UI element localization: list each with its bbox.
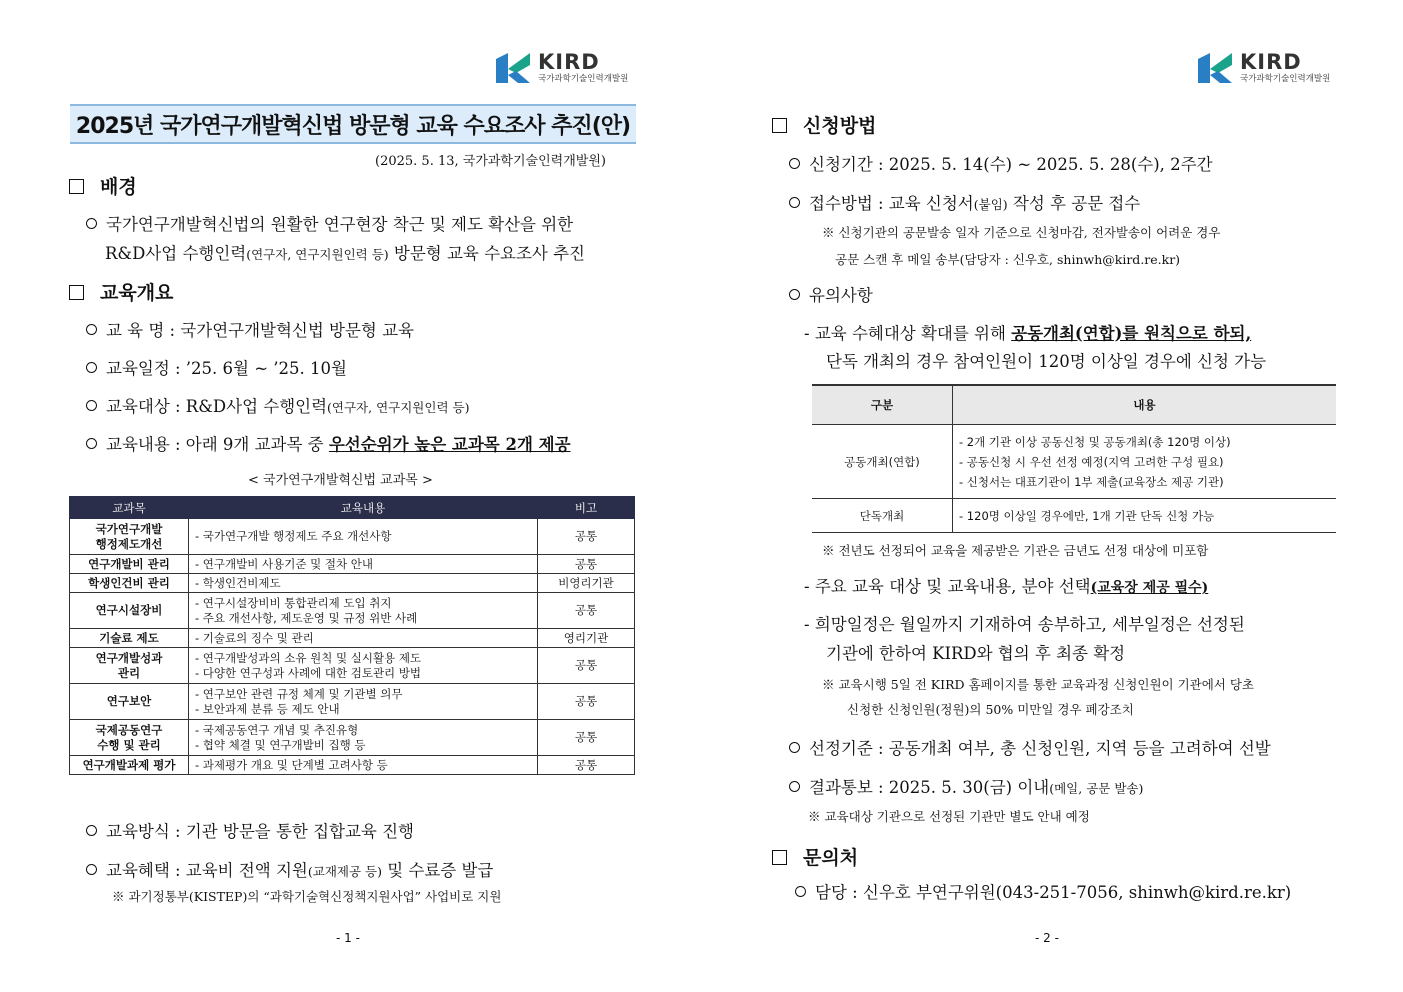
content-cell: - 학생인건비제도 <box>189 574 538 593</box>
overview-content: 교육내용 : 아래 9개 교과목 중 우선순위가 높은 교과목 2개 제공 <box>86 431 571 455</box>
content-cell: - 연구개발성과의 소유 원칙 및 실시활용 제도 - 다양한 연구성과 사례에 대한 검토관리 방법 <box>189 648 538 684</box>
table-header: 구분 <box>812 385 953 425</box>
table-header: 비고 <box>538 497 635 519</box>
content-cell: - 국가연구개발 행정제도 주요 개선사항 <box>189 519 538 555</box>
kird-logo-icon <box>1196 49 1236 87</box>
document-title: 2025년 국가연구개발혁신법 방문형 교육 수요조사 추진(안) <box>75 113 631 139</box>
table-row <box>70 574 635 593</box>
table-row <box>70 629 635 648</box>
note-cell: 공통 <box>538 519 635 555</box>
table-header: 교과목 <box>70 497 189 519</box>
note-cell: 비영리기관 <box>538 574 635 593</box>
hope-note-1: ※ 교육시행 5일 전 KIRD 홈페이지를 통한 교육과정 신청인원이 기관에서 당초 <box>822 677 1254 692</box>
overview-target: 교육대상 : R&D사업 수행인력(연구자, 연구지원인력 등) <box>86 393 469 417</box>
circle-bullet-icon <box>789 158 800 169</box>
subject-cell: 연구보안 <box>70 684 189 720</box>
hope-line-1: - 희망일정은 월일까지 기재하여 송부하고, 세부일정은 선정된 <box>804 615 1245 634</box>
background-line-1: 국가연구개발혁신법의 원활한 연구현장 착근 및 제도 확산을 위한 <box>86 211 573 235</box>
circle-bullet-icon <box>86 362 97 373</box>
row-content: - 2개 기관 이상 공동신청 및 공동개최(총 120명 이상) - 공동신청 시 우선 선정 예정(지역 고려한 구성 필요) - 신청서는 대표기관이 1부 제출(교육장소 제공 기관) <box>953 425 1337 499</box>
content-cell: - 과제평가 개요 및 단계별 고려사항 등 <box>189 756 538 775</box>
note-cell: 공통 <box>538 756 635 775</box>
table-header-row <box>70 497 635 519</box>
contact-line: 담당 : 신우호 부연구위원(043-251-7056, shinwh@kird.re.kr) <box>795 879 1291 903</box>
circle-bullet-icon <box>789 197 800 208</box>
subject-cell: 연구시설장비 <box>70 593 189 629</box>
caution-heading: 유의사항 <box>789 282 873 306</box>
circle-bullet-icon <box>795 886 806 897</box>
kird-logo-icon <box>494 49 534 87</box>
subject-cell: 국제공동연구 수행 및 관리 <box>70 720 189 756</box>
circle-bullet-icon <box>789 289 800 300</box>
hosting-table <box>812 384 1336 533</box>
table-row <box>812 425 1336 499</box>
row-type: 단독개최 <box>812 499 953 533</box>
method-note-2: 공문 스캔 후 메일 송부(담당자 : 신우호, shinwh@kird.re.kr) <box>835 252 1181 267</box>
subject-cell: 연구개발성과 관리 <box>70 648 189 684</box>
benefit-line: 교육혜택 : 교육비 전액 지원(교재제공 등) 및 수료증 발급 <box>86 857 493 881</box>
content-cell: - 기술료의 징수 및 관리 <box>189 629 538 648</box>
document-title-box <box>70 104 636 144</box>
logo-org: 국가과학기술인력개발원 <box>538 74 629 85</box>
table-row <box>70 756 635 775</box>
overview-name: 교 육 명 : 국가연구개발혁신법 방문형 교육 <box>86 317 414 341</box>
hope-line-2: 기관에 한하여 KIRD와 협의 후 최종 확정 <box>826 644 1126 663</box>
section-apply: 신청방법 <box>772 111 876 138</box>
kird-logo <box>494 48 628 88</box>
method-line: 교육방식 : 기관 방문을 통한 집합교육 진행 <box>86 818 414 842</box>
note-cell: 영리기관 <box>538 629 635 648</box>
circle-bullet-icon <box>789 781 800 792</box>
page-number: - 2 - <box>1035 931 1059 945</box>
circle-bullet-icon <box>86 438 97 449</box>
checkbox-icon <box>69 285 84 300</box>
page-number: - 1 - <box>336 931 360 945</box>
content-cell: - 국제공동연구 개념 및 추진유형 - 협약 체결 및 연구개발비 집행 등 <box>189 720 538 756</box>
subject-cell: 기술료 제도 <box>70 629 189 648</box>
page-2 <box>702 0 1403 992</box>
method-note-1: ※ 신청기관의 공문발송 일자 기준으로 신청마감, 전자발송이 어려운 경우 <box>822 225 1221 240</box>
section-background: 배경 <box>69 172 137 199</box>
row-type: 공동개최(연합) <box>812 425 953 499</box>
apply-method: 접수방법 : 교육 신청서(붙임) 작성 후 공문 접수 <box>789 190 1140 214</box>
content-cell: - 연구개발비 사용기준 및 절차 안내 <box>189 555 538 574</box>
checkbox-icon <box>772 850 787 865</box>
circle-bullet-icon <box>789 742 800 753</box>
section-overview: 교육개요 <box>69 278 173 305</box>
caution-line-2: 단독 개최의 경우 참여인원이 120명 이상일 경우에 신청 가능 <box>826 352 1267 371</box>
table-header: 교육내용 <box>189 497 538 519</box>
content-cell: - 연구보안 관련 규정 체계 및 기관별 의무 - 보안과제 분류 등 제도 안내 <box>189 684 538 720</box>
circle-bullet-icon <box>86 218 97 229</box>
table-row <box>70 648 635 684</box>
circle-bullet-icon <box>86 825 97 836</box>
subject-cell: 연구개발비 관리 <box>70 555 189 574</box>
table-note: ※ 전년도 선정되어 교육을 제공받은 기관은 금년도 선정 대상에 미포함 <box>822 543 1209 558</box>
note-cell: 공통 <box>538 684 635 720</box>
overview-schedule: 교육일정 : ’25. 6월 ~ ’25. 10월 <box>86 355 347 379</box>
benefit-note: ※ 과기정통부(KISTEP)의 “과학기술혁신정책지원사업” 사업비로 지원 <box>112 889 502 904</box>
note-cell: 공통 <box>538 555 635 574</box>
logo-org: 국가과학기술인력개발원 <box>1240 74 1331 85</box>
row-content: - 120명 이상일 경우에만, 1개 기관 단독 신청 가능 <box>953 499 1337 533</box>
checkbox-icon <box>772 118 787 133</box>
table-row <box>70 555 635 574</box>
table-row <box>70 519 635 555</box>
note-cell: 공통 <box>538 648 635 684</box>
section-contact: 문의처 <box>772 843 858 870</box>
circle-bullet-icon <box>86 864 97 875</box>
note-cell: 공통 <box>538 720 635 756</box>
caution-line-1: - 교육 수혜대상 확대를 위해 공동개최(연합)를 원칙으로 하되, <box>804 324 1252 343</box>
result-note: ※ 교육대상 기관으로 선정된 기관만 별도 안내 예정 <box>808 809 1090 824</box>
logo-name: KIRD <box>538 50 600 75</box>
subjects-table <box>69 496 635 775</box>
kird-logo <box>1196 48 1330 88</box>
subject-cell: 연구개발과제 평가 <box>70 756 189 775</box>
result-line: 결과통보 : 2025. 5. 30(금) 이내(메일, 공문 발송) <box>789 774 1143 798</box>
subject-cell: 학생인건비 관리 <box>70 574 189 593</box>
table-row <box>812 499 1336 533</box>
table-caption: < 국가연구개발혁신법 교과목 > <box>248 473 433 488</box>
table-row <box>70 684 635 720</box>
document-date: (2025. 5. 13, 국가과학기술인력개발원) <box>375 154 606 169</box>
criteria-line: 선정기준 : 공동개최 여부, 총 신청인원, 지역 등을 고려하여 선발 <box>789 735 1271 759</box>
table-header: 내용 <box>953 385 1337 425</box>
logo-name: KIRD <box>1240 50 1302 75</box>
background-line-2: R&D사업 수행인력(연구자, 연구지원인력 등) 방문형 교육 수요조사 추진 <box>105 244 585 263</box>
table-row <box>70 593 635 629</box>
checkbox-icon <box>69 179 84 194</box>
circle-bullet-icon <box>86 324 97 335</box>
table-header-row <box>812 385 1336 425</box>
table-row <box>70 720 635 756</box>
content-cell: - 연구시설장비비 통합관리제 도입 취지 - 주요 개선사항, 제도운영 및 규정 위반 사례 <box>189 593 538 629</box>
hope-note-2: 신청한 신청인원(정원)의 50% 미만일 경우 폐강조치 <box>847 702 1134 717</box>
apply-period: 신청기간 : 2025. 5. 14(수) ~ 2025. 5. 28(수), 2주간 <box>789 151 1213 175</box>
select-line: - 주요 교육 대상 및 교육내용, 분야 선택(교육장 제공 필수) <box>804 577 1209 596</box>
note-cell: 공통 <box>538 593 635 629</box>
circle-bullet-icon <box>86 400 97 411</box>
subject-cell: 국가연구개발 행정제도개선 <box>70 519 189 555</box>
